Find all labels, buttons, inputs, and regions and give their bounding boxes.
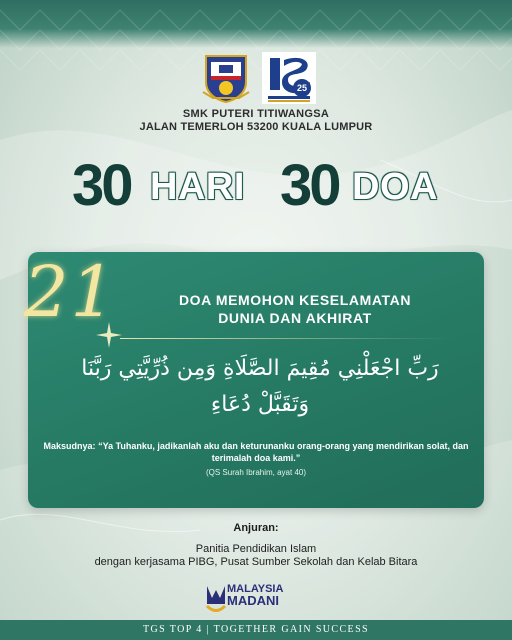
arabic-verse-line1: رَبِّ اجْعَلْنِي مُقِيمَ الصَّلَاةِ وَمِن ذُرِّيَّتِي رَبَّنَا xyxy=(81,356,439,381)
arabic-verse-line2: وَتَقَبَّلْ دُعَاءِ xyxy=(210,392,310,417)
school-address: JALAN TEMERLOH 53200 KUALA LUMPUR xyxy=(139,121,373,133)
25-anniversary-logo-icon xyxy=(262,52,316,104)
meaning-label: Maksudnya: xyxy=(43,441,96,451)
headline-word-left: HARI xyxy=(150,166,245,208)
headline xyxy=(0,153,512,233)
organizer-label: Anjuran: xyxy=(233,522,279,534)
school-crest-icon xyxy=(199,52,253,104)
prayer-title-line1: DOA MEMOHON KESELAMATAN xyxy=(178,292,412,308)
gold-divider xyxy=(120,338,450,339)
malaysia-madani-logo-icon xyxy=(205,580,315,614)
headline-word-right: DOA xyxy=(352,166,438,208)
organizer-line1: Panitia Pendidikan Islam xyxy=(195,543,317,555)
school-name: SMK PUTERI TITIWANGSA xyxy=(182,108,330,120)
prayer-title-line2: DUNIA DAN AKHIRAT xyxy=(218,310,372,326)
verse-source: (QS Surah Ibrahim, ayat 40) xyxy=(205,468,307,477)
footer-text: TGS TOP 4 | TOGETHER GAIN SUCCESS xyxy=(142,624,369,635)
meaning-body: “Ya Tuhanku, jadikanlah aku dan keturunanku orang-orang yang mendirikan solat, dan terimalah doa kami.” xyxy=(98,441,469,463)
organizer-line2: dengan kerjasama PIBG, Pusat Sumber Sekolah dan Kelab Bitara xyxy=(94,556,418,568)
meaning-text xyxy=(40,440,472,464)
footer-bar xyxy=(0,620,512,640)
madani-line2: MADANI xyxy=(227,593,279,608)
headline-number-right: 30 xyxy=(280,153,339,218)
madani-line1: MALAYSIA xyxy=(227,583,284,595)
day-number: 21 xyxy=(24,251,118,333)
headline-number-left: 30 xyxy=(72,153,131,218)
sparkle-icon xyxy=(96,322,122,348)
anniversary-number: 25 xyxy=(296,83,308,93)
